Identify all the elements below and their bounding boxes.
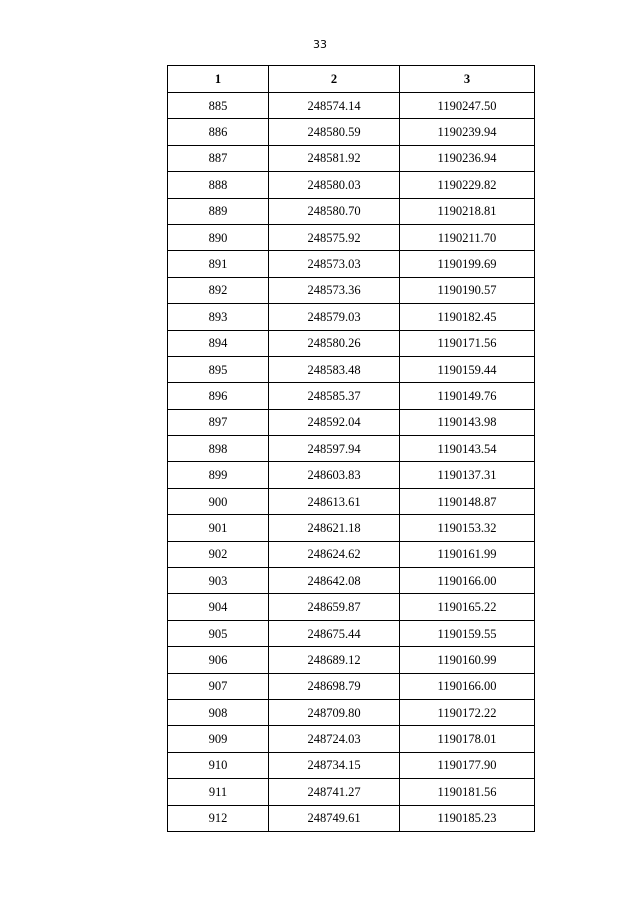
table-cell-col-3: 1190247.50 <box>400 93 535 119</box>
table-cell-col-3: 1190211.70 <box>400 224 535 250</box>
table-cell-col-2: 248709.80 <box>269 699 400 725</box>
table-cell-col-2: 248675.44 <box>269 620 400 646</box>
table-cell-col-2: 248580.26 <box>269 330 400 356</box>
table-cell-col-1: 906 <box>168 647 269 673</box>
table-cell-col-3: 1190190.57 <box>400 277 535 303</box>
table-row <box>168 409 535 435</box>
table-row <box>168 752 535 778</box>
table-cell-col-3: 1190153.32 <box>400 515 535 541</box>
table-row <box>168 383 535 409</box>
table-cell-col-2: 248583.48 <box>269 356 400 382</box>
table-cell-col-1: 900 <box>168 488 269 514</box>
table-cell-col-3: 1190148.87 <box>400 488 535 514</box>
table-cell-col-2: 248734.15 <box>269 752 400 778</box>
table-row <box>168 515 535 541</box>
table-cell-col-3: 1190229.82 <box>400 172 535 198</box>
table-cell-col-1: 895 <box>168 356 269 382</box>
table-row <box>168 277 535 303</box>
table-cell-col-1: 892 <box>168 277 269 303</box>
table-cell-col-2: 248741.27 <box>269 779 400 805</box>
table-row <box>168 198 535 224</box>
table-cell-col-1: 896 <box>168 383 269 409</box>
table-row <box>168 356 535 382</box>
table-cell-col-3: 1190160.99 <box>400 647 535 673</box>
table-cell-col-1: 902 <box>168 541 269 567</box>
table-cell-col-3: 1190166.00 <box>400 673 535 699</box>
table-row <box>168 330 535 356</box>
table-cell-col-2: 248613.61 <box>269 488 400 514</box>
table-cell-col-1: 886 <box>168 119 269 145</box>
table-cell-col-3: 1190165.22 <box>400 594 535 620</box>
table-cell-col-2: 248724.03 <box>269 726 400 752</box>
table-row <box>168 488 535 514</box>
table-cell-col-2: 248585.37 <box>269 383 400 409</box>
table-row <box>168 145 535 171</box>
table-cell-col-3: 1190159.44 <box>400 356 535 382</box>
table-cell-col-2: 248579.03 <box>269 304 400 330</box>
table-cell-col-3: 1190178.01 <box>400 726 535 752</box>
table-cell-col-2: 248659.87 <box>269 594 400 620</box>
table-cell-col-3: 1190239.94 <box>400 119 535 145</box>
table-cell-col-2: 248573.03 <box>269 251 400 277</box>
table-cell-col-1: 893 <box>168 304 269 330</box>
table-cell-col-2: 248574.14 <box>269 93 400 119</box>
table-cell-col-3: 1190143.54 <box>400 436 535 462</box>
table-body <box>168 93 535 832</box>
table-row <box>168 805 535 831</box>
table-cell-col-3: 1190161.99 <box>400 541 535 567</box>
table-cell-col-2: 248573.36 <box>269 277 400 303</box>
table-cell-col-1: 888 <box>168 172 269 198</box>
table-cell-col-2: 248698.79 <box>269 673 400 699</box>
table-cell-col-1: 887 <box>168 145 269 171</box>
table-cell-col-1: 890 <box>168 224 269 250</box>
table-cell-col-2: 248689.12 <box>269 647 400 673</box>
table-cell-col-2: 248624.62 <box>269 541 400 567</box>
table-cell-col-2: 248581.92 <box>269 145 400 171</box>
table-cell-col-3: 1190172.22 <box>400 699 535 725</box>
table-cell-col-1: 901 <box>168 515 269 541</box>
table-cell-col-1: 899 <box>168 462 269 488</box>
table-cell-col-1: 909 <box>168 726 269 752</box>
table-row <box>168 224 535 250</box>
table-cell-col-3: 1190166.00 <box>400 568 535 594</box>
table-cell-col-2: 248580.59 <box>269 119 400 145</box>
table-cell-col-3: 1190182.45 <box>400 304 535 330</box>
table-cell-col-3: 1190149.76 <box>400 383 535 409</box>
table-cell-col-1: 905 <box>168 620 269 646</box>
table-cell-col-3: 1190171.56 <box>400 330 535 356</box>
table-cell-col-2: 248580.70 <box>269 198 400 224</box>
table-row <box>168 779 535 805</box>
table-cell-col-2: 248621.18 <box>269 515 400 541</box>
table-cell-col-1: 907 <box>168 673 269 699</box>
table-cell-col-3: 1190236.94 <box>400 145 535 171</box>
column-header-1: 1 <box>168 66 269 93</box>
table-cell-col-1: 904 <box>168 594 269 620</box>
table-row <box>168 462 535 488</box>
table-cell-col-1: 889 <box>168 198 269 224</box>
table-row <box>168 620 535 646</box>
table-cell-col-3: 1190177.90 <box>400 752 535 778</box>
table-cell-col-3: 1190185.23 <box>400 805 535 831</box>
table-row <box>168 172 535 198</box>
table-cell-col-1: 911 <box>168 779 269 805</box>
table-cell-col-1: 910 <box>168 752 269 778</box>
table-header-row <box>168 66 535 93</box>
table-cell-col-1: 885 <box>168 93 269 119</box>
table-cell-col-2: 248603.83 <box>269 462 400 488</box>
table-cell-col-2: 248580.03 <box>269 172 400 198</box>
table-cell-col-2: 248749.61 <box>269 805 400 831</box>
table-row <box>168 594 535 620</box>
table-cell-col-1: 903 <box>168 568 269 594</box>
table-cell-col-1: 897 <box>168 409 269 435</box>
table-row <box>168 251 535 277</box>
table-row <box>168 726 535 752</box>
table-row <box>168 699 535 725</box>
table-cell-col-1: 894 <box>168 330 269 356</box>
table-cell-col-1: 908 <box>168 699 269 725</box>
table-row <box>168 119 535 145</box>
table-cell-col-2: 248592.04 <box>269 409 400 435</box>
table-cell-col-3: 1190143.98 <box>400 409 535 435</box>
table-row <box>168 436 535 462</box>
table-row <box>168 647 535 673</box>
table-row <box>168 93 535 119</box>
table-row <box>168 304 535 330</box>
table-cell-col-3: 1190218.81 <box>400 198 535 224</box>
table-cell-col-3: 1190137.31 <box>400 462 535 488</box>
table-cell-col-1: 898 <box>168 436 269 462</box>
table-row <box>168 568 535 594</box>
table-row <box>168 541 535 567</box>
table-cell-col-1: 912 <box>168 805 269 831</box>
table-cell-col-2: 248597.94 <box>269 436 400 462</box>
page-number: 33 <box>313 38 327 51</box>
table-cell-col-3: 1190159.55 <box>400 620 535 646</box>
table-cell-col-2: 248575.92 <box>269 224 400 250</box>
table-cell-col-3: 1190181.56 <box>400 779 535 805</box>
column-header-2: 2 <box>269 66 400 93</box>
table-cell-col-2: 248642.08 <box>269 568 400 594</box>
column-header-3: 3 <box>400 66 535 93</box>
table-row <box>168 673 535 699</box>
coordinates-table <box>167 65 535 832</box>
table-cell-col-1: 891 <box>168 251 269 277</box>
table-cell-col-3: 1190199.69 <box>400 251 535 277</box>
